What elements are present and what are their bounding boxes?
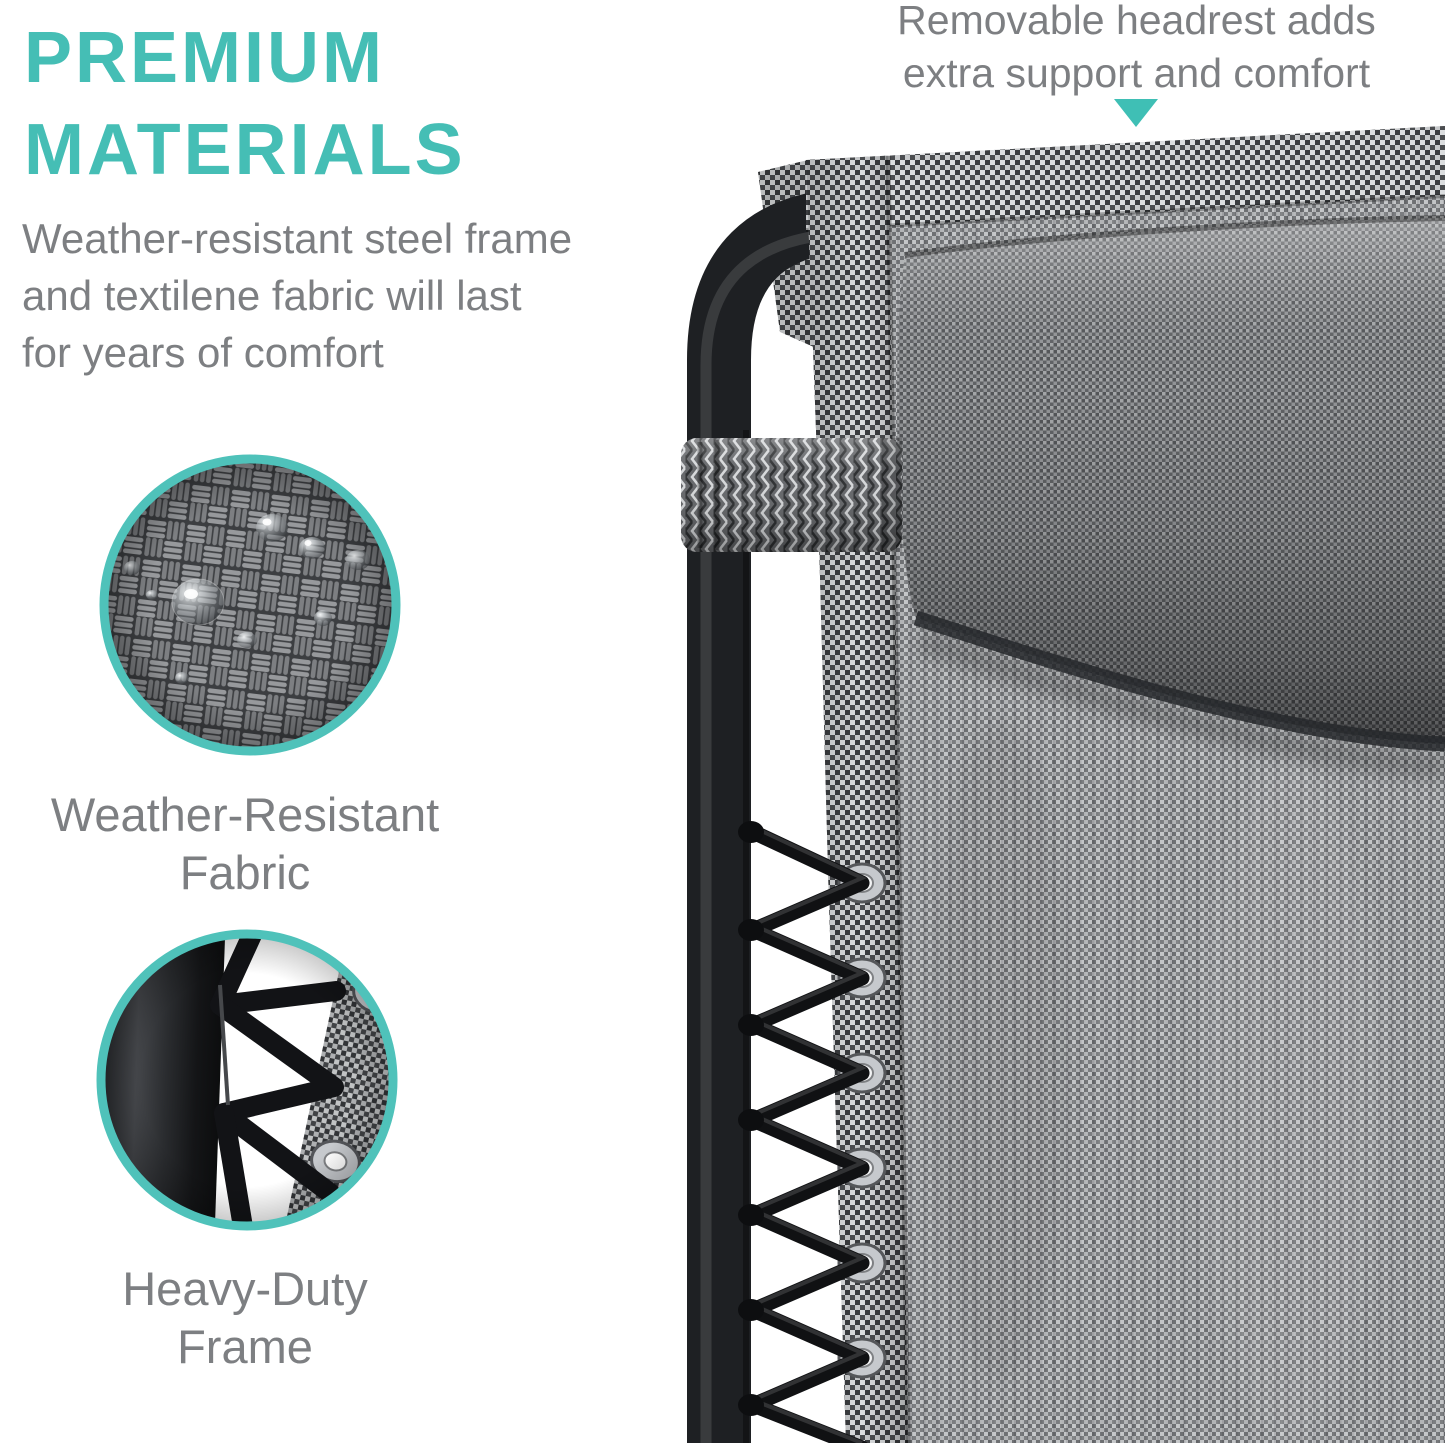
fabric-closeup-inset <box>95 450 405 760</box>
page-title <box>24 12 466 196</box>
headrest-callout-line: Removable headrest adds <box>897 0 1376 43</box>
page-description-line: for years of comfort <box>22 329 384 376</box>
fabric-inset-label-line: Weather-Resistant <box>50 788 440 841</box>
page-title-line: PREMIUM <box>24 18 385 98</box>
page-description-line: and textilene fabric will last <box>22 272 522 319</box>
frame-inset-label <box>15 1260 475 1376</box>
page-title-line: MATERIALS <box>24 110 466 190</box>
page-description-line: Weather-resistant steel frame <box>22 215 573 262</box>
frame-inset-label-line: Frame <box>177 1320 313 1373</box>
headrest-callout-line: extra support and comfort <box>902 50 1371 96</box>
headrest-callout-text <box>884 0 1389 100</box>
triangle-down-icon <box>1114 99 1158 127</box>
headrest-strap <box>681 438 902 552</box>
page-description <box>22 210 572 381</box>
frame-inset-label-line: Heavy-Duty <box>122 1262 368 1315</box>
frame-closeup-inset <box>92 925 402 1235</box>
fabric-inset-label <box>15 786 475 902</box>
fabric-inset-label-line: Fabric <box>179 846 311 899</box>
